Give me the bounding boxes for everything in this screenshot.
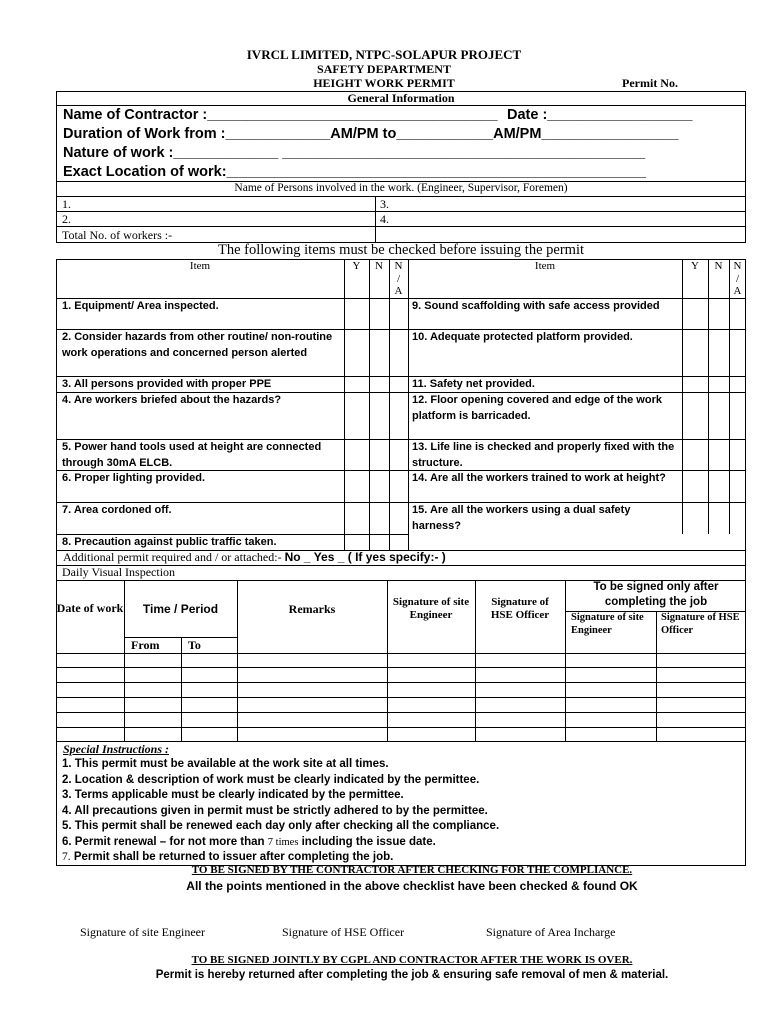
checklist-item-14: 14. Are all the workers trained to work at height? (412, 472, 666, 484)
after-job-header: To be signed only after completing the job (593, 581, 719, 608)
permit-number-label: Permit No. (622, 76, 678, 90)
instructions-title: Special Instructions : (63, 742, 170, 756)
department-name: SAFETY DEPARTMENT (317, 62, 451, 76)
checklist-item-2: 2. Consider hazards from other routine/ non-routine work operations and concerned person alerted (62, 331, 333, 359)
checklist-item-11: 11. Safety net provided. (412, 378, 535, 390)
nature-of-work-field[interactable]: Nature of work :_____________ _____________________________________________ (63, 145, 646, 161)
total-workers-field[interactable]: Total No. of workers :- (62, 228, 173, 242)
checklist-item-4: 4. Are workers briefed about the hazards? (62, 394, 282, 406)
left-n-header: N (375, 260, 383, 272)
checklist-item-12: 12. Floor opening covered and edge of the work platform is barricaded. (412, 394, 662, 422)
company-name: IVRCL LIMITED, NTPC-SOLAPUR PROJECT (246, 47, 522, 62)
to-header: To (188, 638, 201, 652)
additional-permit-row[interactable] (63, 550, 446, 565)
joint-statement: Permit is hereby returned after completing the job & ensuring safe removal of men & material. (155, 969, 669, 981)
joint-sign-heading: TO BE SIGNED JOINTLY BY CGPL AND CONTRACTOR AFTER THE WORK IS OVER. (191, 954, 633, 966)
contractor-statement: All the points mentioned in the above checklist have been checked & found OK (186, 879, 638, 893)
instruction-4: 4. All precautions given in permit must be strictly adhered to by the permittee. (62, 804, 488, 817)
right-item-header: Item (534, 260, 556, 272)
time-period-header: Time / Period (142, 602, 219, 616)
signature-site-engineer[interactable]: Signature of site Engineer (80, 925, 205, 939)
left-y-header: Y (352, 260, 361, 272)
checklist-item-3: 3. All persons provided with proper PPE (62, 378, 272, 390)
instruction-2: 2. Location & description of work must be clearly indicated by the permittee. (62, 773, 480, 786)
checklist-item-1: 1. Equipment/ Area inspected. (62, 300, 219, 312)
inspection-title: Daily Visual Inspection (62, 565, 176, 579)
person-1-field[interactable]: 1. (62, 197, 71, 211)
signature-area-incharge[interactable]: Signature of Area Incharge (486, 925, 616, 939)
signature-hse-officer[interactable]: Signature of HSE Officer (282, 925, 405, 939)
work-location-field[interactable]: Exact Location of work:____________________________________________________ (63, 164, 646, 180)
checklist-item-5: 5. Power hand tools used at height are connected through 30mA ELCB. (62, 441, 322, 469)
person-2-field[interactable]: 2. (62, 212, 71, 226)
person-4-field[interactable]: 4. (380, 212, 389, 226)
remarks-header: Remarks (288, 602, 336, 616)
from-header: From (131, 638, 160, 652)
checklist-item-9: 9. Sound scaffolding with safe access provided (412, 300, 660, 312)
left-item-header: Item (189, 260, 211, 272)
instruction-3: 3. Terms applicable must be clearly indicated by the permittee. (62, 789, 404, 801)
checklist-item-8: 8. Precaution against public traffic taken. (62, 536, 277, 548)
checklist-item-10: 10. Adequate protected platform provided. (412, 331, 633, 343)
left-na-header: N / A (394, 260, 403, 297)
instruction-1: 1. This permit must be available at the work site at all times. (62, 758, 389, 770)
right-na-header: N / A (733, 260, 742, 297)
instruction-6: 6. Permit renewal – for not more than 7 times including the issue date. (62, 835, 436, 848)
contractor-name-field[interactable]: Name of Contractor :____________________________________ (63, 107, 498, 123)
checklist-item-7: 7. Area cordoned off. (62, 504, 172, 516)
additional-permit-options[interactable]: No _ Yes _ ( If yes specify:- ) (284, 550, 446, 564)
checklist-item-13: 13. Life line is checked and properly fixed with the structure. (412, 441, 675, 469)
hse-officer-signature-header: Signature of HSE Officer (490, 596, 550, 621)
instruction-5: 5. This permit shall be renewed each day only after checking all the compliance. (62, 820, 500, 832)
date-field[interactable]: Date :__________________ (507, 107, 693, 123)
instructions-list (62, 757, 499, 866)
right-y-header: Y (691, 260, 699, 272)
duration-field[interactable]: Duration of Work from :_____________AM/PM to____________AM/PM_________________ (63, 126, 679, 142)
instruction-7: 7. Permit shall be returned to issuer after completing the job. (62, 851, 394, 863)
contractor-sign-heading: TO BE SIGNED BY THE CONTRACTOR AFTER CHECKING FOR THE COMPLIANCE. (191, 864, 633, 876)
checklist-item-6: 6. Proper lighting provided. (62, 472, 206, 484)
after-job-hse-header: Signature of HSE Officer (661, 612, 740, 636)
general-info-title: General Information (347, 91, 455, 105)
date-of-work-header: Date of work (56, 601, 124, 615)
after-job-engineer-header: Signature of site Engineer (571, 612, 644, 636)
person-3-field[interactable]: 3. (380, 197, 389, 211)
checklist-item-15: 15. Are all the workers using a dual safety harness? (412, 504, 631, 532)
additional-permit-label: Additional permit required and / or attached:- (63, 550, 282, 564)
form-title: HEIGHT WORK PERMIT (313, 76, 455, 90)
site-engineer-signature-header: Signature of site Engineer (392, 596, 470, 621)
checklist-title: The following items must be checked before issuing the permit (217, 242, 585, 258)
persons-involved-title: Name of Persons involved in the work. (Engineer, Supervisor, Foremen) (234, 182, 568, 194)
right-n-header: N (714, 260, 723, 272)
